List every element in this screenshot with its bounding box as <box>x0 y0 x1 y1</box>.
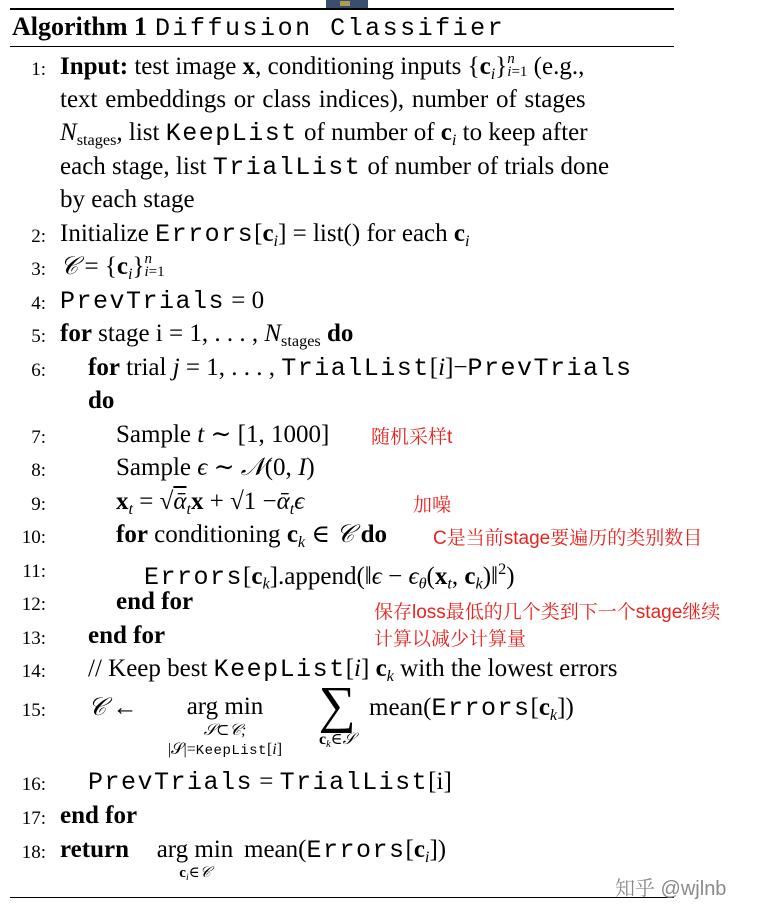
line-number: 2: <box>31 226 46 247</box>
sum-block: ∑ $c_k\in 𝒮$ <box>318 677 356 751</box>
line-number: 13: <box>21 628 46 649</box>
algo-line-1a: Input: test image x, conditioning inputs $\{c_i\}n$ i=1 (e.g., <box>60 50 585 83</box>
algo-line-7: Sample t ∼ [1, 1000] <box>116 421 330 448</box>
watermark: 知乎 @wjlnb <box>615 878 727 900</box>
algo-line-1d: each stage, list TrialList of number of trials done <box>60 153 610 182</box>
algorithm-title <box>12 12 505 44</box>
algo-line-6-do: do <box>88 387 115 414</box>
line-number: 1: <box>31 59 46 80</box>
line-number: 6: <box>31 360 46 381</box>
line-number: 4: <box>31 293 46 314</box>
line-number: 16: <box>21 774 46 795</box>
algo-line-15-lhs: 𝒞 ← <box>88 694 138 721</box>
bottom-rule <box>10 897 674 898</box>
top-rule <box>10 8 674 10</box>
algorithm-name: Diffusion Classifier <box>155 14 506 43</box>
algo-line-9: $x_t$ = √ᾱ$_t$x + √1 −ᾱ$_t$ϵ <box>116 488 305 518</box>
cropped-figure-edge <box>326 0 368 8</box>
annotation-keep-line2: 计算以减少计算量 <box>374 629 527 650</box>
annotation-noise: 加噪 <box>413 495 452 516</box>
algo-line-2: Initialize $Errors[c_i]$ = list() for each $c_i$ <box>60 220 470 250</box>
line-number: 18: <box>21 842 46 863</box>
algorithm-label: Algorithm 1 <box>12 12 148 41</box>
algo-line-1b: text embeddings or class indices), number of stages <box>60 86 586 113</box>
algo-line-17: end for <box>60 802 138 829</box>
line-number: 8: <box>31 460 46 481</box>
line-number: 9: <box>31 494 46 515</box>
line-number: 17: <box>21 808 46 829</box>
algo-line-3: 𝒞 = $\{c_i\}n$ i=1 <box>60 250 165 283</box>
algo-line-11: $Errors[c_k].append(‖\epsilon - \epsilon_\theta(x_t$, $c_k)‖^2$) <box>144 560 515 593</box>
line-number: 3: <box>31 259 46 280</box>
algo-line-5: for stage i = 1, . . . , $N_{stages}$ do <box>60 320 354 350</box>
annotation-keep-line1: 保存loss最低的几个类到下一个stage继续 <box>374 602 721 623</box>
line-number: 12: <box>21 594 46 615</box>
line-number: 5: <box>31 326 46 347</box>
argmin-block: arg min 𝒮⊂𝒞; |𝒮|=KeepList[i] <box>167 693 283 759</box>
header-rule <box>10 46 674 47</box>
annotation-sample-t: 随机采样t <box>371 427 453 448</box>
algo-line-14: // Keep best KeepList[i] $c_k$ with the lowest errors <box>88 655 618 685</box>
argmin-block-return: arg min $c_i\in 𝒞$ <box>156 836 234 883</box>
algo-line-1e: by each stage <box>60 186 195 213</box>
line-number: 15: <box>21 700 46 721</box>
line-number: 14: <box>21 661 46 682</box>
line-number: 7: <box>31 427 46 448</box>
algo-line-18-rhs: $mean(Errors[c_i])$ <box>244 836 447 866</box>
algo-line-15-rhs: $mean(Errors[c_k])$ <box>369 694 574 724</box>
algo-line-1c: $N_{stages}$, list KeepList of number of $c_i$ to keep after <box>60 119 588 149</box>
line-number: 11: <box>22 561 46 582</box>
algo-line-10: for conditioning $c_k$ ∈ 𝒞 do <box>116 521 388 551</box>
algo-line-12: end for <box>116 588 194 615</box>
algo-line-8: Sample ϵ ∼ 𝒩(0, I) <box>116 454 315 481</box>
algo-line-6: for trial j = 1, . . . , TrialList[i]−PrevTrials <box>88 354 633 383</box>
algo-line-16: PrevTrials = TrialList[i] <box>88 768 452 797</box>
line-number: 10: <box>21 527 46 548</box>
algo-line-13: end for <box>88 622 166 649</box>
algo-line-4: PrevTrials = 0 <box>60 287 265 316</box>
algo-line-18: return <box>60 836 129 863</box>
annotation-classes: C是当前stage要遍历的类别数目 <box>433 528 703 549</box>
